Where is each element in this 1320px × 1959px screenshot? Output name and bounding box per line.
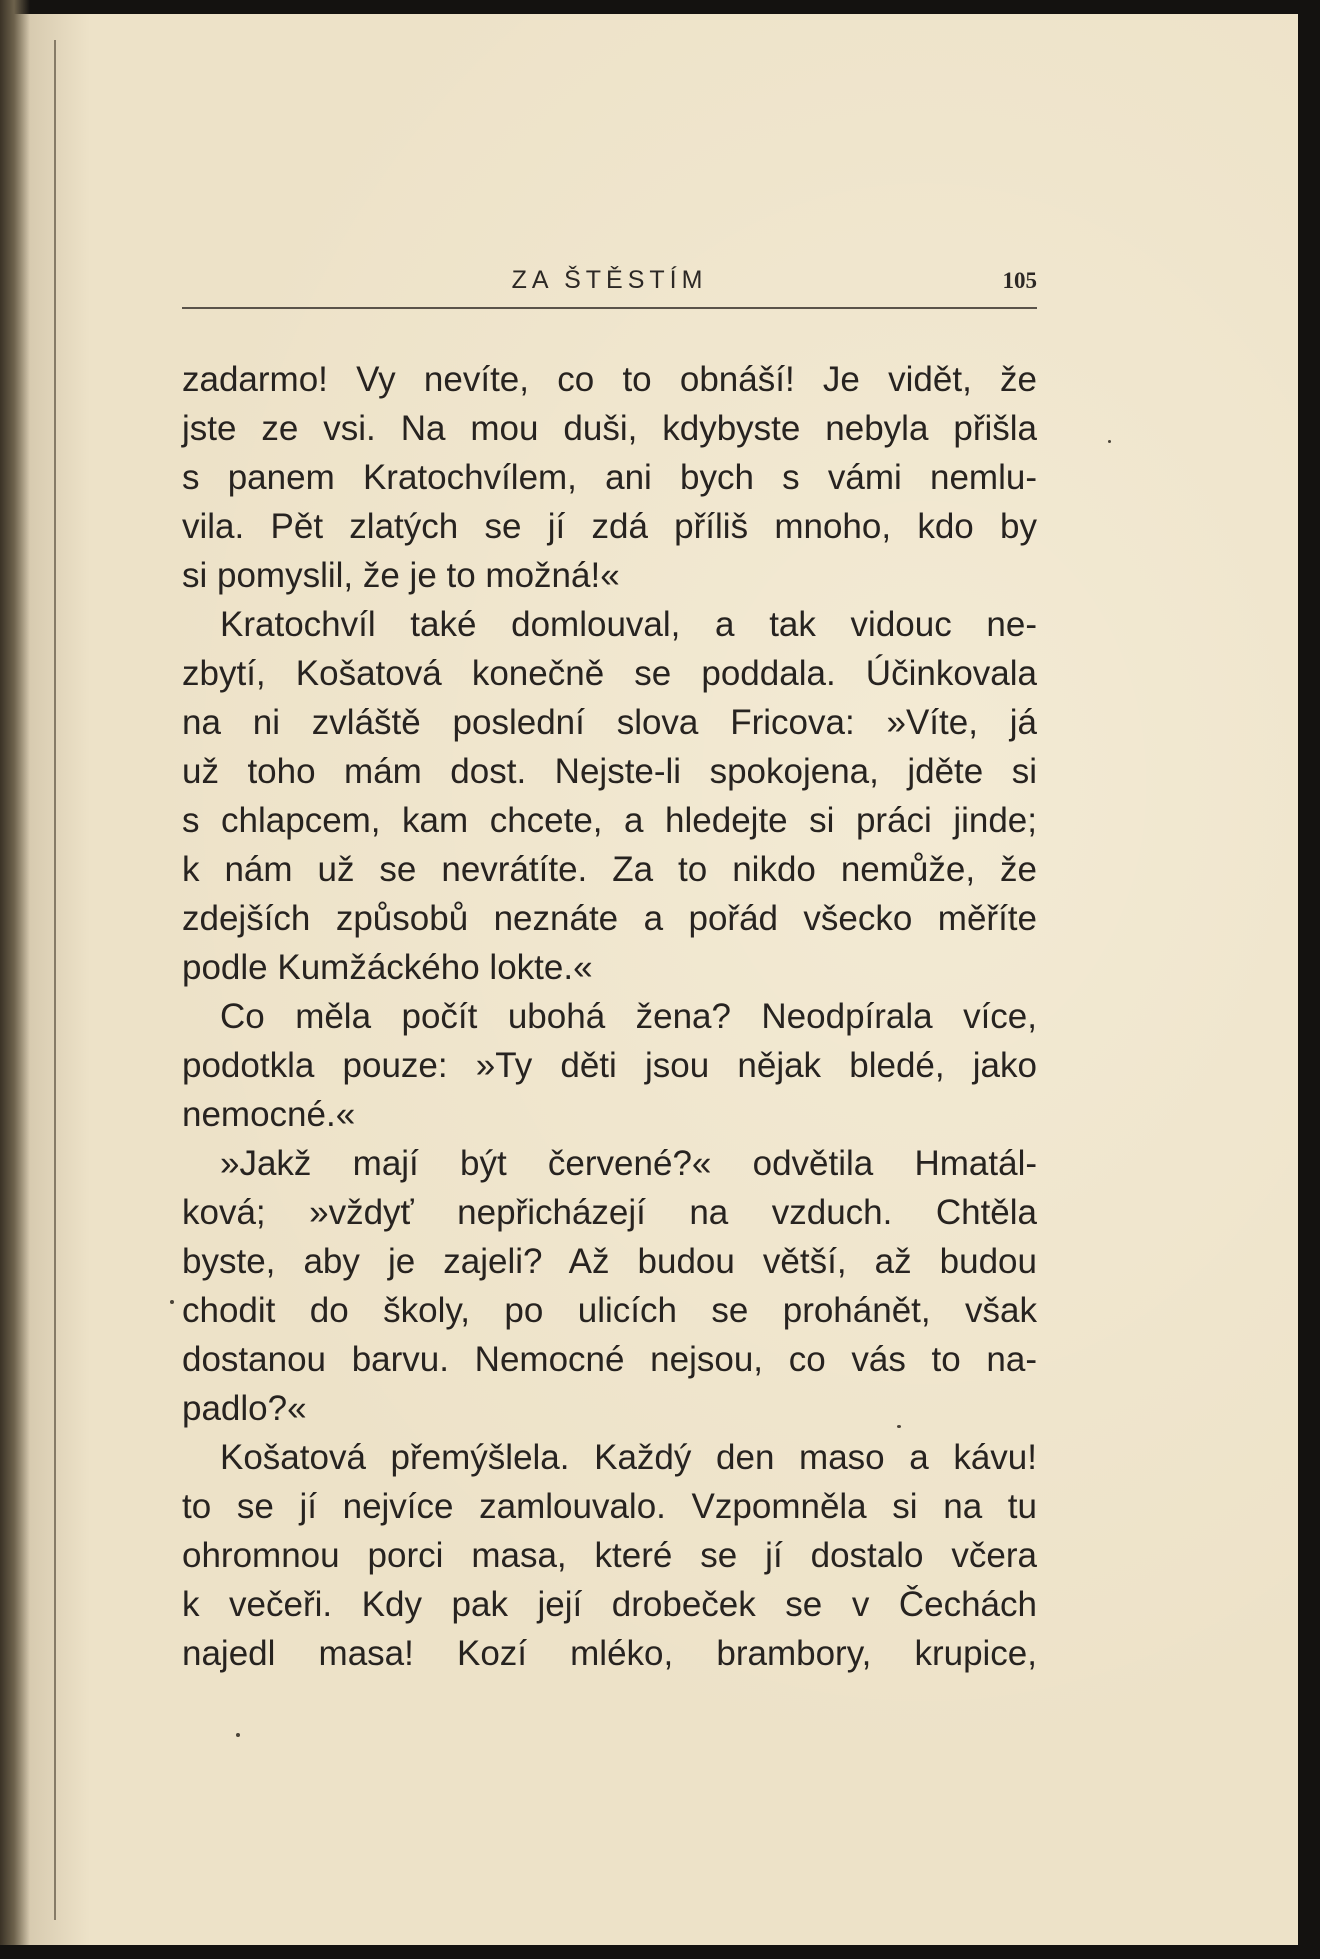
text-line: nemocné.« xyxy=(182,1095,356,1134)
text-line: zdejších způsobů neznáte a pořád všecko měříte xyxy=(182,899,1037,938)
scan-bottom-border xyxy=(0,1945,1320,1959)
text-line: »Jakž mají být červené?« odvětila Hmatál- xyxy=(220,1144,1037,1183)
text-line: k večeři. Kdy pak její drobeček se v Čechách xyxy=(182,1585,1037,1624)
text-line: chodit do školy, po ulicích se prohánět, však xyxy=(182,1291,1037,1330)
text-line: Košatová přemýšlela. Každý den maso a kávu! xyxy=(220,1438,1037,1477)
text-line: s panem Kratochvílem, ani bych s vámi nemlu- xyxy=(182,458,1037,497)
paper-speck xyxy=(1108,440,1111,443)
text-line: Kratochvíl také domlouval, a tak vidouc ne- xyxy=(220,605,1037,644)
text-line: dostanou barvu. Nemocné nejsou, co vás to na- xyxy=(182,1340,1037,1379)
text-line: jste ze vsi. Na mou duši, kdybyste nebyla přišla xyxy=(182,409,1037,448)
text-line: najedl masa! Kozí mléko, brambory, krupice, xyxy=(182,1634,1037,1673)
running-title: ZA ŠTĚSTÍM xyxy=(511,266,708,294)
text-line: to se jí nejvíce zamlouvalo. Vzpomněla si na tu xyxy=(182,1487,1037,1526)
text-line: padlo?« xyxy=(182,1389,307,1428)
text-line: Co měla počít ubohá žena? Neodpírala více, xyxy=(220,997,1037,1036)
page-gutter-shadow xyxy=(0,0,30,1959)
text-line: podotkla pouze: »Ty děti jsou nějak bledé, jako xyxy=(182,1046,1037,1085)
header-rule xyxy=(182,307,1037,309)
page-number: 105 xyxy=(1002,268,1037,293)
text-line: už toho mám dost. Nejste-li spokojena, jděte si xyxy=(182,752,1037,791)
paper-speck xyxy=(170,1300,174,1304)
text-line: byste, aby je zajeli? Až budou větší, až budou xyxy=(182,1242,1037,1281)
body-text xyxy=(182,355,1037,1678)
page-header xyxy=(182,262,1037,302)
text-line: zbytí, Košatová konečně se poddala. Účinkovala xyxy=(182,654,1037,693)
text-line: s chlapcem, kam chcete, a hledejte si práci jinde; xyxy=(182,801,1037,840)
paper-speck xyxy=(897,1425,901,1428)
text-line: k nám už se nevrátíte. Za to nikdo nemůže, že xyxy=(182,850,1037,889)
text-line: zadarmo! Vy nevíte, co to obnáší! Je vidět, že xyxy=(182,360,1037,399)
text-line: podle Kumžáckého lokte.« xyxy=(182,948,593,987)
text-line: na ni zvláště poslední slova Fricova: »Víte, já xyxy=(182,703,1037,742)
paper-speck xyxy=(236,1733,240,1737)
scan-right-border xyxy=(1298,0,1320,1959)
text-line: si pomyslil, že je to možná!« xyxy=(182,556,620,595)
binding-fold-line xyxy=(54,40,56,1920)
text-line: ková; »vždyť nepřicházejí na vzduch. Chtěla xyxy=(182,1193,1037,1232)
scan-top-border xyxy=(0,0,1320,14)
text-line: vila. Pět zlatých se jí zdá příliš mnoho, kdo by xyxy=(182,507,1037,546)
text-line: ohromnou porci masa, které se jí dostalo včera xyxy=(182,1536,1037,1575)
